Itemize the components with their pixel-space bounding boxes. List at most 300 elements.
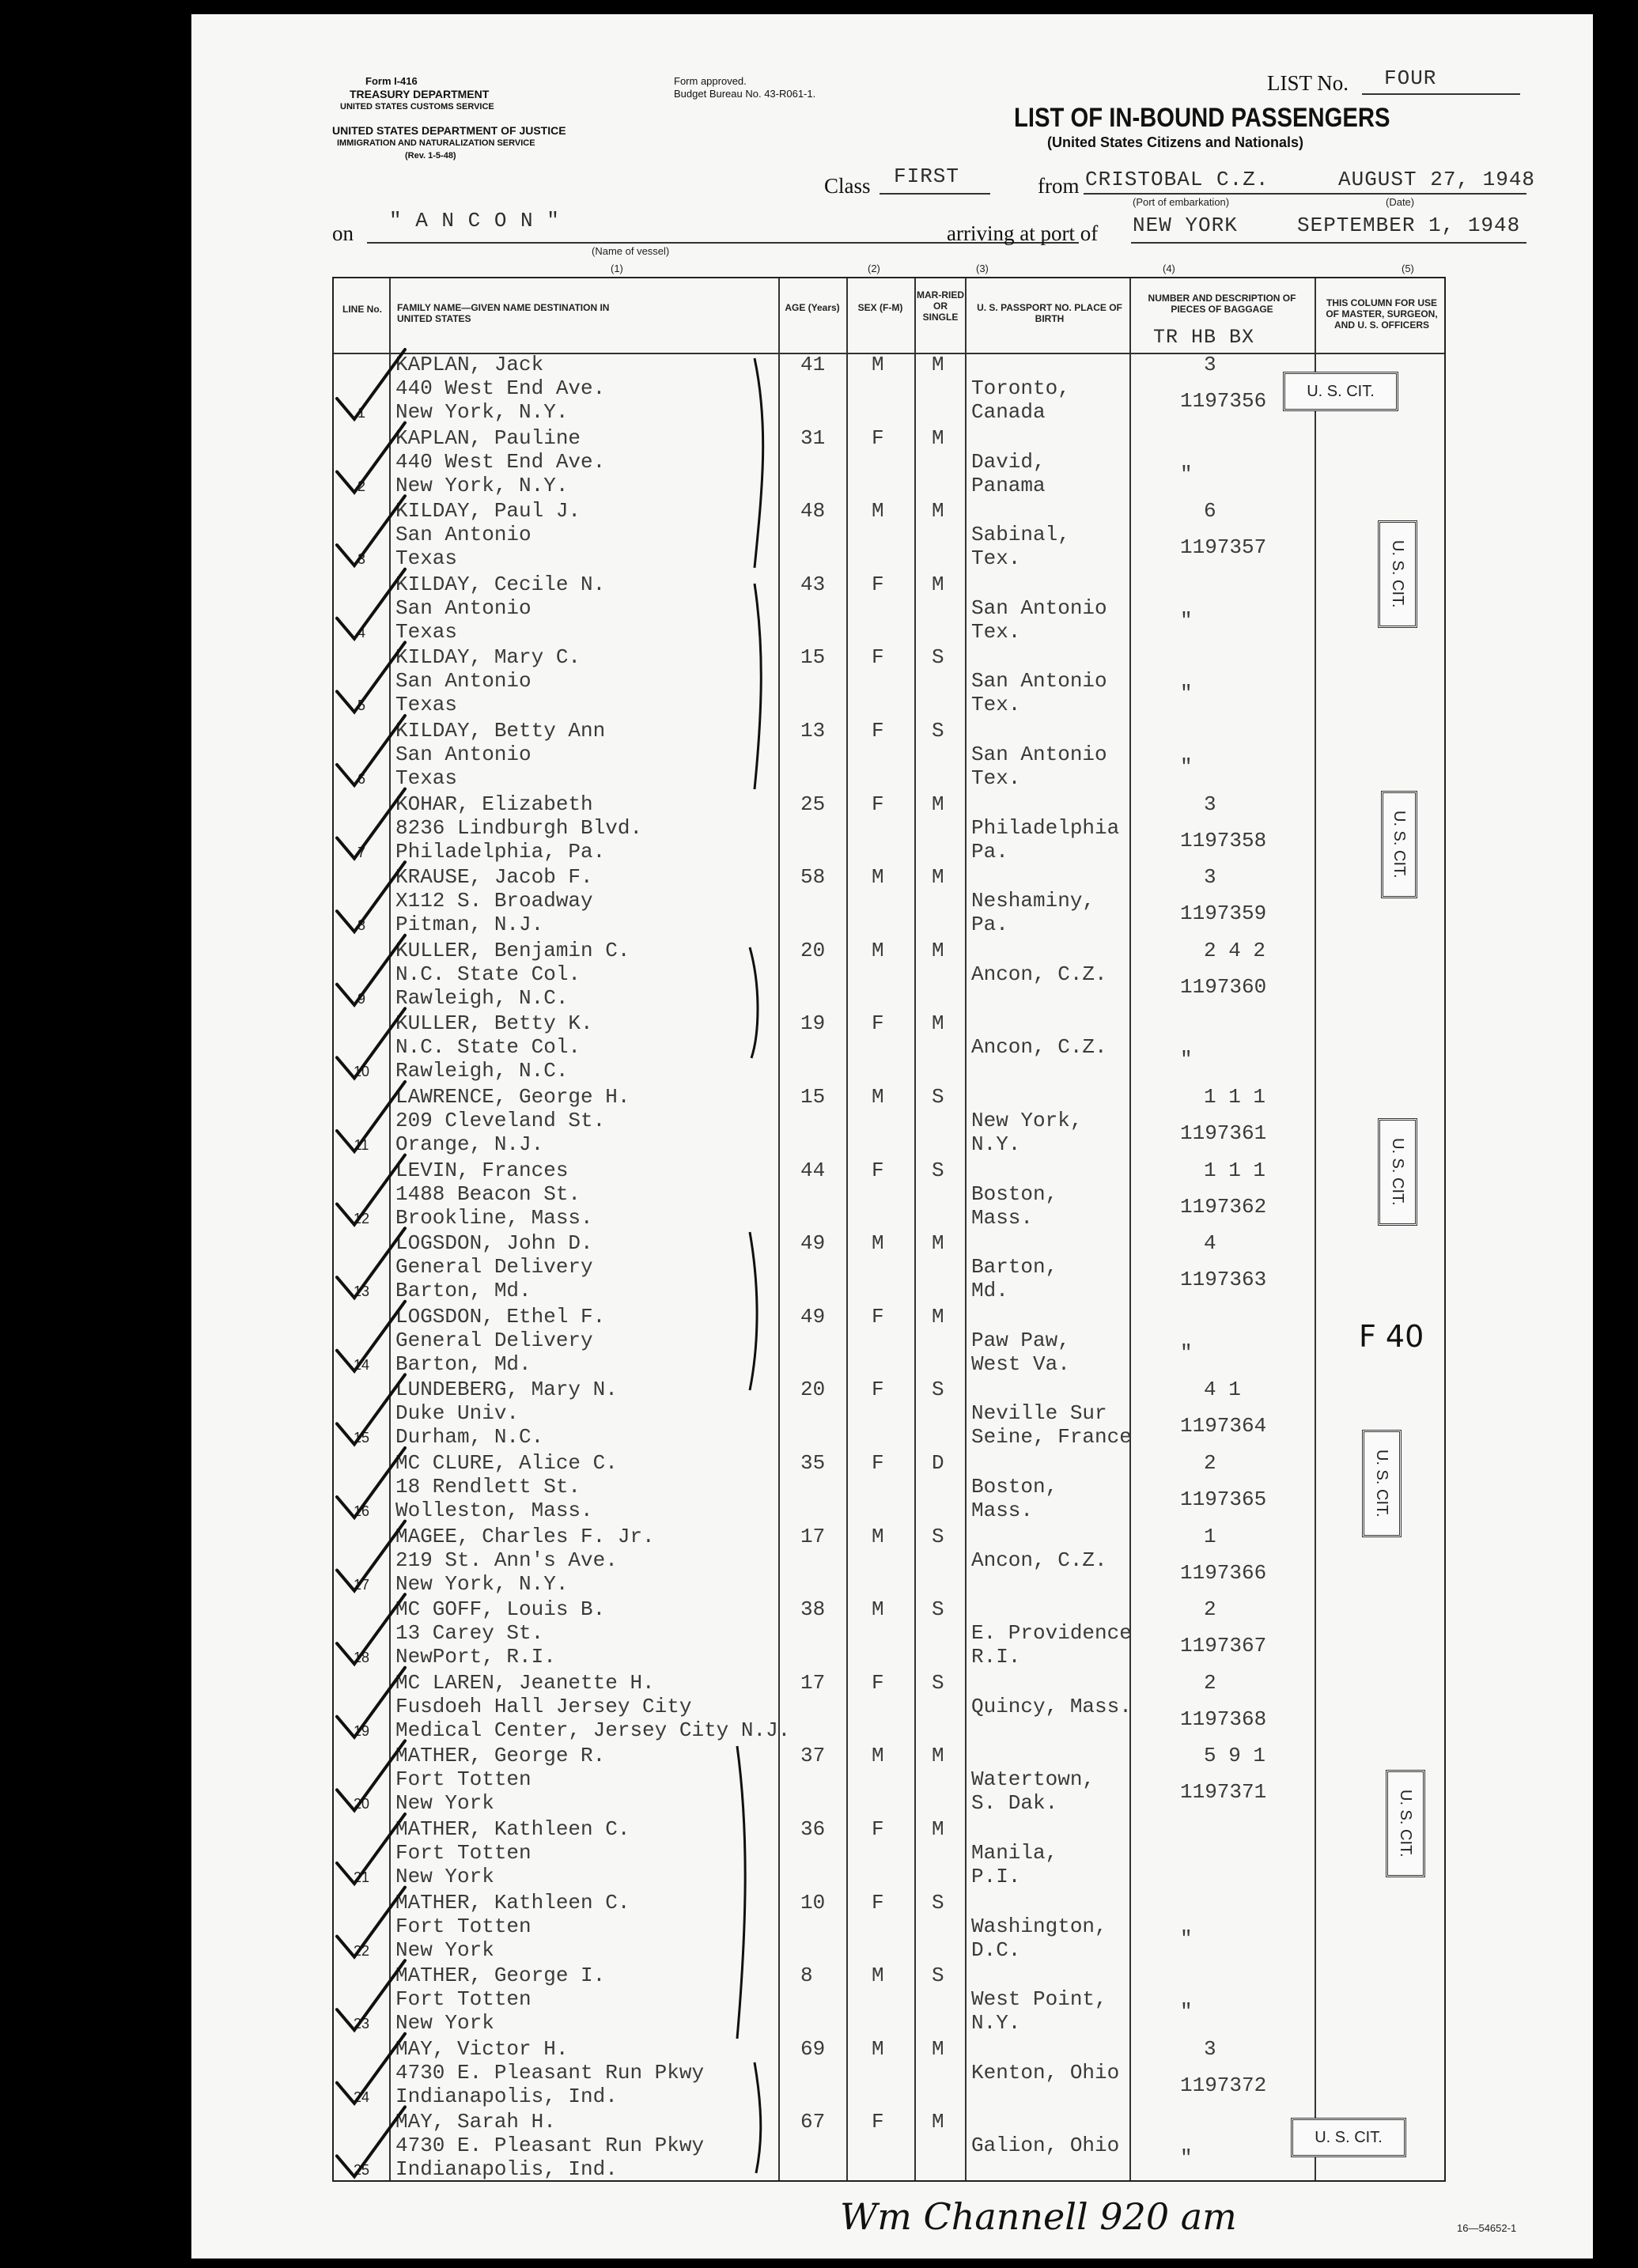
- birthplace-line-1: San Antonio: [971, 595, 1107, 620]
- passenger-name: KULLER, Betty K.: [395, 1011, 593, 1036]
- handwritten-annotation: F 40: [1359, 1319, 1424, 1354]
- marital-status: M: [932, 1011, 944, 1036]
- passenger-name: KILDAY, Paul J.: [395, 499, 581, 524]
- birthplace-line-2: N.Y.: [971, 1132, 1021, 1156]
- baggage-count: 1: [1204, 1524, 1216, 1548]
- dept-treasury: TREASURY DEPARTMENT: [350, 88, 490, 100]
- age: 8: [800, 1964, 813, 1988]
- birthplace-line-1: Ancon, C.Z.: [971, 962, 1107, 986]
- birthplace-line-2: P.I.: [971, 1865, 1021, 1888]
- line-number: 20: [353, 1796, 370, 1813]
- birthplace-line-1: Manila,: [971, 1841, 1058, 1865]
- table-row: [334, 2037, 1444, 2110]
- baggage-count: 4: [1204, 1231, 1216, 1256]
- birthplace-line-2: Md.: [971, 1279, 1008, 1303]
- passenger-name: LAWRENCE, George H.: [395, 1085, 630, 1109]
- birthplace-line-2: Tex.: [971, 693, 1021, 717]
- sex: F: [872, 1451, 884, 1475]
- address-line-1: N.C. State Col.: [395, 962, 581, 986]
- passenger-name: KOHAR, Elizabeth: [395, 792, 593, 816]
- marital-status: M: [932, 353, 944, 376]
- age: 20: [800, 938, 826, 962]
- passenger-name: KAPLAN, Jack: [395, 353, 544, 376]
- address-line-2: Barton, Md.: [395, 1351, 531, 1376]
- form-code: 16—54652-1: [1457, 2222, 1517, 2234]
- birthplace-line-1: Boston,: [971, 1181, 1058, 1206]
- sex: F: [872, 719, 884, 743]
- officer-signature: Wm Channell 920 am: [840, 2195, 1237, 2238]
- birthplace-line-1: Ancon, C.Z.: [971, 1548, 1107, 1572]
- address-line-1: 219 St. Ann's Ave.: [395, 1548, 618, 1572]
- passenger-name: LUNDEBERG, Mary N.: [395, 1378, 618, 1402]
- address-line-2: Brookline, Mass.: [395, 1205, 593, 1230]
- address-line-1: 440 West End Ave.: [395, 376, 606, 400]
- address-line-1: 4730 E. Pleasant Run Pkwy: [395, 2134, 705, 2158]
- baggage-number: ": [1180, 755, 1193, 779]
- birthplace-line-1: Neshaminy,: [971, 889, 1095, 913]
- age: 17: [800, 1670, 826, 1695]
- birthplace-line-1: Boston,: [971, 1475, 1058, 1499]
- passenger-name: LOGSDON, Ethel F.: [395, 1304, 606, 1329]
- sex: F: [872, 792, 884, 816]
- birthplace-line-2: West Va.: [971, 1351, 1070, 1376]
- marital-status: S: [932, 1085, 944, 1109]
- marital-status: M: [932, 938, 944, 962]
- address-line-2: NewPort, R.I.: [395, 1645, 556, 1669]
- passenger-name: MATHER, George I.: [395, 1964, 606, 1988]
- address-line-2: Texas: [395, 546, 458, 571]
- baggage-count: 1 1 1: [1204, 1085, 1266, 1109]
- birthplace-line-2: Seine, France: [971, 1425, 1132, 1450]
- sex: F: [872, 1890, 884, 1915]
- age: 48: [800, 499, 826, 524]
- address-line-1: 13 Carey St.: [395, 1621, 544, 1646]
- class-label: Class: [824, 174, 871, 198]
- age: 17: [800, 1524, 826, 1548]
- sex: F: [872, 1378, 884, 1402]
- table-row: [334, 1305, 1444, 1378]
- age: 35: [800, 1451, 826, 1475]
- age: 38: [800, 1597, 826, 1622]
- passenger-name: MC CLURE, Alice C.: [395, 1451, 618, 1475]
- date-caption: (Date): [1386, 196, 1415, 208]
- address-line-1: 4730 E. Pleasant Run Pkwy: [395, 2060, 705, 2085]
- class-underline: [880, 193, 990, 195]
- us-citizen-stamp: U. S. CIT.: [1283, 372, 1398, 411]
- birthplace-line-2: Canada: [971, 400, 1046, 424]
- sex: M: [872, 1524, 884, 1548]
- baggage-number: 1197359: [1180, 902, 1267, 926]
- line-number: 16: [353, 1503, 370, 1519]
- us-citizen-stamp: U. S. CIT.: [1378, 1118, 1417, 1226]
- address-line-1: N.C. State Col.: [395, 1035, 581, 1060]
- sex: M: [872, 499, 884, 524]
- table-row: [334, 1597, 1444, 1670]
- line-number: 23: [353, 2016, 370, 2032]
- address-line-2: Pitman, N.J.: [395, 913, 544, 937]
- line-number: 3: [357, 551, 365, 568]
- baggage-number: 1197365: [1180, 1487, 1267, 1511]
- marital-status: S: [932, 1378, 944, 1402]
- address-line-2: New York: [395, 1937, 494, 1962]
- birthplace-line-2: Tex.: [971, 619, 1021, 644]
- age: 31: [800, 425, 826, 450]
- form-approved: Form approved.: [674, 75, 747, 87]
- table-row: [334, 1891, 1444, 1964]
- passenger-name: MATHER, George R.: [395, 1744, 606, 1768]
- address-line-2: Texas: [395, 693, 458, 717]
- address-line-2: Wolleston, Mass.: [395, 1499, 593, 1522]
- table-row: [334, 573, 1444, 645]
- address-line-2: Indianapolis, Ind.: [395, 2157, 618, 2182]
- line-number: 2: [357, 478, 365, 494]
- line-number: 21: [353, 1869, 370, 1885]
- baggage-count: 4 1: [1204, 1378, 1241, 1402]
- baggage-number: 1197364: [1180, 1414, 1267, 1438]
- table-row: [334, 2110, 1444, 2183]
- address-line-2: Durham, N.C.: [395, 1425, 544, 1450]
- baggage-count: 3: [1204, 792, 1216, 816]
- line-number: 7: [357, 844, 365, 860]
- age: 36: [800, 1817, 826, 1841]
- sex: M: [872, 1964, 884, 1988]
- line-number: 17: [353, 1576, 370, 1593]
- baggage-count: 6: [1204, 499, 1216, 524]
- us-citizen-stamp: U. S. CIT.: [1378, 520, 1417, 628]
- from-label: from: [1038, 174, 1080, 198]
- arrival-underline: [1131, 242, 1526, 244]
- line-number: 6: [357, 771, 365, 787]
- passenger-name: MAY, Victor H.: [395, 2036, 569, 2061]
- baggage-count: 5 9 1: [1204, 1744, 1266, 1768]
- header-married: MAR-RIED OR SINGLE: [917, 289, 964, 323]
- marital-status: M: [932, 1231, 944, 1256]
- marital-status: M: [932, 1744, 944, 1768]
- baggage-number: ": [1180, 2146, 1193, 2171]
- birthplace-line-1: E. Providence: [971, 1621, 1132, 1646]
- sex: F: [872, 2110, 884, 2134]
- col-number-2: (2): [868, 263, 880, 274]
- address-line-1: San Antonio: [395, 669, 531, 694]
- age: 69: [800, 2036, 826, 2061]
- passenger-name: MATHER, Kathleen C.: [395, 1817, 630, 1841]
- age: 25: [800, 792, 826, 816]
- age: 44: [800, 1158, 826, 1182]
- manifest-sheet: [191, 14, 1593, 2259]
- baggage-number: ": [1180, 682, 1193, 706]
- sex: F: [872, 1011, 884, 1036]
- table-row: [334, 426, 1444, 499]
- baggage-count: 2: [1204, 1597, 1216, 1622]
- address-line-1: General Delivery: [395, 1328, 593, 1352]
- address-line-2: New York: [395, 2011, 494, 2036]
- address-line-2: Medical Center, Jersey City N.J.: [395, 1718, 791, 1742]
- age: 13: [800, 719, 826, 743]
- address-line-1: San Antonio: [395, 595, 531, 620]
- baggage-number: ": [1180, 1048, 1193, 1072]
- birthplace-line-1: Sabinal,: [971, 523, 1070, 547]
- header-age: AGE (Years): [785, 302, 840, 313]
- birthplace-line-1: Paw Paw,: [971, 1328, 1070, 1352]
- line-number: 1: [357, 405, 365, 421]
- birthplace-line-1: New York,: [971, 1109, 1083, 1132]
- baggage-count: 1 1 1: [1204, 1158, 1266, 1182]
- header-sex: SEX (F-M): [857, 302, 903, 313]
- passenger-name: KRAUSE, Jacob F.: [395, 865, 593, 890]
- birthplace-line-1: Ancon, C.Z.: [971, 1035, 1107, 1060]
- dept-justice: UNITED STATES DEPARTMENT OF JUSTICE: [332, 124, 566, 137]
- table-row: [334, 1011, 1444, 1084]
- passenger-name: MATHER, Kathleen C.: [395, 1890, 630, 1915]
- baggage-count: 3: [1204, 865, 1216, 890]
- address-line-2: Rawleigh, N.C.: [395, 1059, 569, 1083]
- birthplace-line-1: Toronto,: [971, 376, 1070, 400]
- sex: M: [872, 1597, 884, 1622]
- baggage-count: 2: [1204, 1670, 1216, 1695]
- sex: M: [872, 1231, 884, 1256]
- form-revision: (Rev. 1-5-48): [405, 151, 456, 161]
- baggage-count: 2: [1204, 1451, 1216, 1475]
- marital-status: S: [932, 1964, 944, 1988]
- table-row: [334, 645, 1444, 718]
- birthplace-line-1: Philadelphia: [971, 815, 1120, 840]
- line-number: 8: [357, 917, 365, 934]
- passenger-name: KILDAY, Betty Ann: [395, 719, 606, 743]
- table-row: [334, 1817, 1444, 1890]
- address-line-1: Fort Totten: [395, 1987, 531, 2012]
- address-line-1: Fort Totten: [395, 1767, 531, 1792]
- form-subtitle: (United States Citizens and Nationals): [1047, 134, 1304, 150]
- table-row: [334, 1964, 1444, 2036]
- age: 49: [800, 1304, 826, 1329]
- line-number: 22: [353, 1942, 370, 1959]
- header-officers: THIS COLUMN FOR USE OF MASTER, SURGEON, AND U. S. OFFICERS: [1326, 297, 1438, 331]
- table-row: [334, 1085, 1444, 1158]
- address-line-1: 209 Cleveland St.: [395, 1109, 606, 1132]
- class-value: FIRST: [894, 164, 960, 188]
- vessel-name: " A N C O N ": [389, 209, 560, 232]
- table-row: [334, 1159, 1444, 1231]
- passenger-name: MC LAREN, Jeanette H.: [395, 1670, 655, 1695]
- header-passport: U. S. PASSPORT NO. PLACE OF BIRTH: [977, 302, 1122, 324]
- marital-status: M: [932, 2110, 944, 2134]
- sex: M: [872, 938, 884, 962]
- embarkation-port: CRISTOBAL C.Z.: [1085, 168, 1269, 191]
- line-number: 5: [357, 697, 365, 714]
- list-number-label: LIST No.: [1267, 71, 1349, 95]
- marital-status: M: [932, 865, 944, 890]
- us-citizen-stamp: U. S. CIT.: [1381, 791, 1417, 898]
- header-name: FAMILY NAME—GIVEN NAME DESTINATION IN UNITED STATES: [397, 302, 610, 324]
- port-caption: (Port of embarkation): [1133, 196, 1230, 208]
- sex: M: [872, 2036, 884, 2061]
- embarkation-date: AUGUST 27, 1948: [1338, 168, 1536, 191]
- address-line-2: Texas: [395, 619, 458, 644]
- col-number-5: (5): [1402, 263, 1414, 274]
- line-number: 10: [353, 1064, 370, 1080]
- col-number-3: (3): [976, 263, 989, 274]
- baggage-count: 2 4 2: [1204, 938, 1266, 962]
- budget-bureau: Budget Bureau No. 43-R061-1.: [674, 88, 816, 100]
- birthplace-line-1: Washington,: [971, 1914, 1107, 1938]
- marital-status: M: [932, 1304, 944, 1329]
- age: 49: [800, 1231, 826, 1256]
- us-citizen-stamp: U. S. CIT.: [1362, 1430, 1402, 1537]
- baggage-number: 1197368: [1180, 1707, 1267, 1731]
- sex: F: [872, 645, 884, 670]
- baggage-number: 1197356: [1180, 389, 1267, 413]
- baggage-number: ": [1180, 1926, 1193, 1951]
- address-line-2: Philadelphia, Pa.: [395, 839, 606, 864]
- marital-status: S: [932, 1158, 944, 1182]
- address-line-2: New York, N.Y.: [395, 400, 569, 424]
- birthplace-line-1: West Point,: [971, 1987, 1107, 2012]
- table-row: [334, 1231, 1444, 1304]
- birthplace-line-2: R.I.: [971, 1645, 1021, 1669]
- passenger-name: LOGSDON, John D.: [395, 1231, 593, 1256]
- table-row: [334, 1378, 1444, 1450]
- age: 41: [800, 353, 826, 376]
- marital-status: M: [932, 2036, 944, 2061]
- address-line-1: 440 West End Ave.: [395, 449, 606, 474]
- line-number: 18: [353, 1650, 370, 1666]
- passenger-name: KULLER, Benjamin C.: [395, 938, 630, 962]
- table-row: [334, 865, 1444, 938]
- sex: F: [872, 1670, 884, 1695]
- sex: F: [872, 1817, 884, 1841]
- passenger-name: LEVIN, Frances: [395, 1158, 569, 1182]
- us-citizen-stamp: U. S. CIT.: [1291, 2118, 1406, 2157]
- baggage-number: 1197366: [1180, 1560, 1267, 1585]
- marital-status: M: [932, 425, 944, 450]
- passenger-name: KILDAY, Cecile N.: [395, 572, 606, 596]
- sex: M: [872, 1085, 884, 1109]
- table-row: [334, 1744, 1444, 1816]
- table-row: [334, 719, 1444, 792]
- address-line-1: General Delivery: [395, 1255, 593, 1280]
- marital-status: M: [932, 499, 944, 524]
- marital-status: S: [932, 719, 944, 743]
- age: 10: [800, 1890, 826, 1915]
- address-line-1: San Antonio: [395, 743, 531, 766]
- sex: M: [872, 353, 884, 376]
- address-line-2: Rawleigh, N.C.: [395, 985, 569, 1010]
- passenger-name: MAY, Sarah H.: [395, 2110, 556, 2134]
- address-line-2: New York: [395, 1865, 494, 1888]
- col-number-1: (1): [611, 263, 623, 274]
- line-number: 25: [353, 2162, 370, 2179]
- line-number: 14: [353, 1356, 370, 1373]
- table-row: [334, 1451, 1444, 1524]
- header-baggage-sub: TR HB BX: [1153, 326, 1255, 349]
- baggage-count: 3: [1204, 2036, 1216, 2061]
- age: 58: [800, 865, 826, 890]
- address-line-1: Fusdoeh Hall Jersey City: [395, 1694, 692, 1718]
- birthplace-line-2: Pa.: [971, 913, 1008, 937]
- us-citizen-stamp: U. S. CIT.: [1386, 1770, 1425, 1877]
- arriving-label: arriving at port of: [947, 221, 1099, 245]
- baggage-number: 1197357: [1180, 535, 1267, 560]
- birthplace-line-1: San Antonio: [971, 743, 1107, 766]
- form-number: Form I-416: [365, 75, 418, 87]
- address-line-1: Fort Totten: [395, 1914, 531, 1938]
- line-number: 13: [353, 1283, 370, 1300]
- address-line-1: 8236 Lindburgh Blvd.: [395, 815, 643, 840]
- marital-status: M: [932, 792, 944, 816]
- passenger-name: MC GOFF, Louis B.: [395, 1597, 606, 1622]
- passenger-name: KILDAY, Mary C.: [395, 645, 581, 670]
- baggage-number: 1197361: [1180, 1121, 1267, 1145]
- address-line-1: 1488 Beacon St.: [395, 1181, 581, 1206]
- vessel-caption: (Name of vessel): [592, 245, 670, 257]
- form-title: LIST OF IN-BOUND PASSENGERS: [1014, 103, 1390, 133]
- birthplace-line-2: Panama: [971, 473, 1046, 497]
- birthplace-line-2: D.C.: [971, 1937, 1021, 1962]
- col-number-4: (4): [1163, 263, 1175, 274]
- line-number: 12: [353, 1210, 370, 1227]
- age: 37: [800, 1744, 826, 1768]
- line-number: 15: [353, 1430, 370, 1446]
- baggage-number: 1197358: [1180, 828, 1267, 852]
- sex: F: [872, 572, 884, 596]
- table-row: [334, 1671, 1444, 1744]
- birthplace-line-2: Mass.: [971, 1205, 1034, 1230]
- address-line-1: 18 Rendlett St.: [395, 1475, 581, 1499]
- line-number: 19: [353, 1722, 370, 1739]
- sex: F: [872, 425, 884, 450]
- dept-treasury-sub: UNITED STATES CUSTOMS SERVICE: [340, 102, 494, 112]
- sex: M: [872, 865, 884, 890]
- marital-status: M: [932, 1817, 944, 1841]
- address-line-1: San Antonio: [395, 523, 531, 547]
- birthplace-line-2: Pa.: [971, 839, 1008, 864]
- table-row: [334, 792, 1444, 865]
- baggage-number: ": [1180, 2000, 1193, 2024]
- address-line-1: X112 S. Broadway: [395, 889, 593, 913]
- birthplace-line-1: Quincy, Mass.: [971, 1694, 1132, 1718]
- address-line-2: New York, N.Y.: [395, 1571, 569, 1596]
- marital-status: S: [932, 1597, 944, 1622]
- birthplace-line-2: N.Y.: [971, 2011, 1021, 2036]
- sex: M: [872, 1744, 884, 1768]
- birthplace-line-1: David,: [971, 449, 1046, 474]
- line-number: 24: [353, 2088, 370, 2105]
- list-number-underline: [1362, 93, 1520, 95]
- passenger-name: MAGEE, Charles F. Jr.: [395, 1524, 655, 1548]
- table-row: [334, 353, 1444, 425]
- marital-status: S: [932, 1670, 944, 1695]
- birthplace-line-1: Galion, Ohio: [971, 2134, 1120, 2158]
- dept-justice-sub: IMMIGRATION AND NATURALIZATION SERVICE: [337, 138, 535, 148]
- header-baggage: NUMBER AND DESCRIPTION OF PIECES OF BAGGAGE: [1148, 293, 1296, 315]
- baggage-number: 1197372: [1180, 2073, 1267, 2097]
- table-row: [334, 1525, 1444, 1597]
- arrival-port: NEW YORK: [1133, 214, 1238, 237]
- age: 43: [800, 572, 826, 596]
- list-number-value: FOUR: [1384, 66, 1437, 90]
- birthplace-line-1: Neville Sur: [971, 1401, 1107, 1426]
- baggage-number: 1197367: [1180, 1634, 1267, 1658]
- line-number: 9: [357, 990, 365, 1007]
- marital-status: S: [932, 1524, 944, 1548]
- age: 67: [800, 2110, 826, 2134]
- birthplace-line-1: Kenton, Ohio: [971, 2060, 1120, 2085]
- baggage-number: ": [1180, 608, 1193, 633]
- birthplace-line-2: Tex.: [971, 546, 1021, 571]
- marital-status: S: [932, 1890, 944, 1915]
- address-line-1: Fort Totten: [395, 1841, 531, 1865]
- sex: F: [872, 1158, 884, 1182]
